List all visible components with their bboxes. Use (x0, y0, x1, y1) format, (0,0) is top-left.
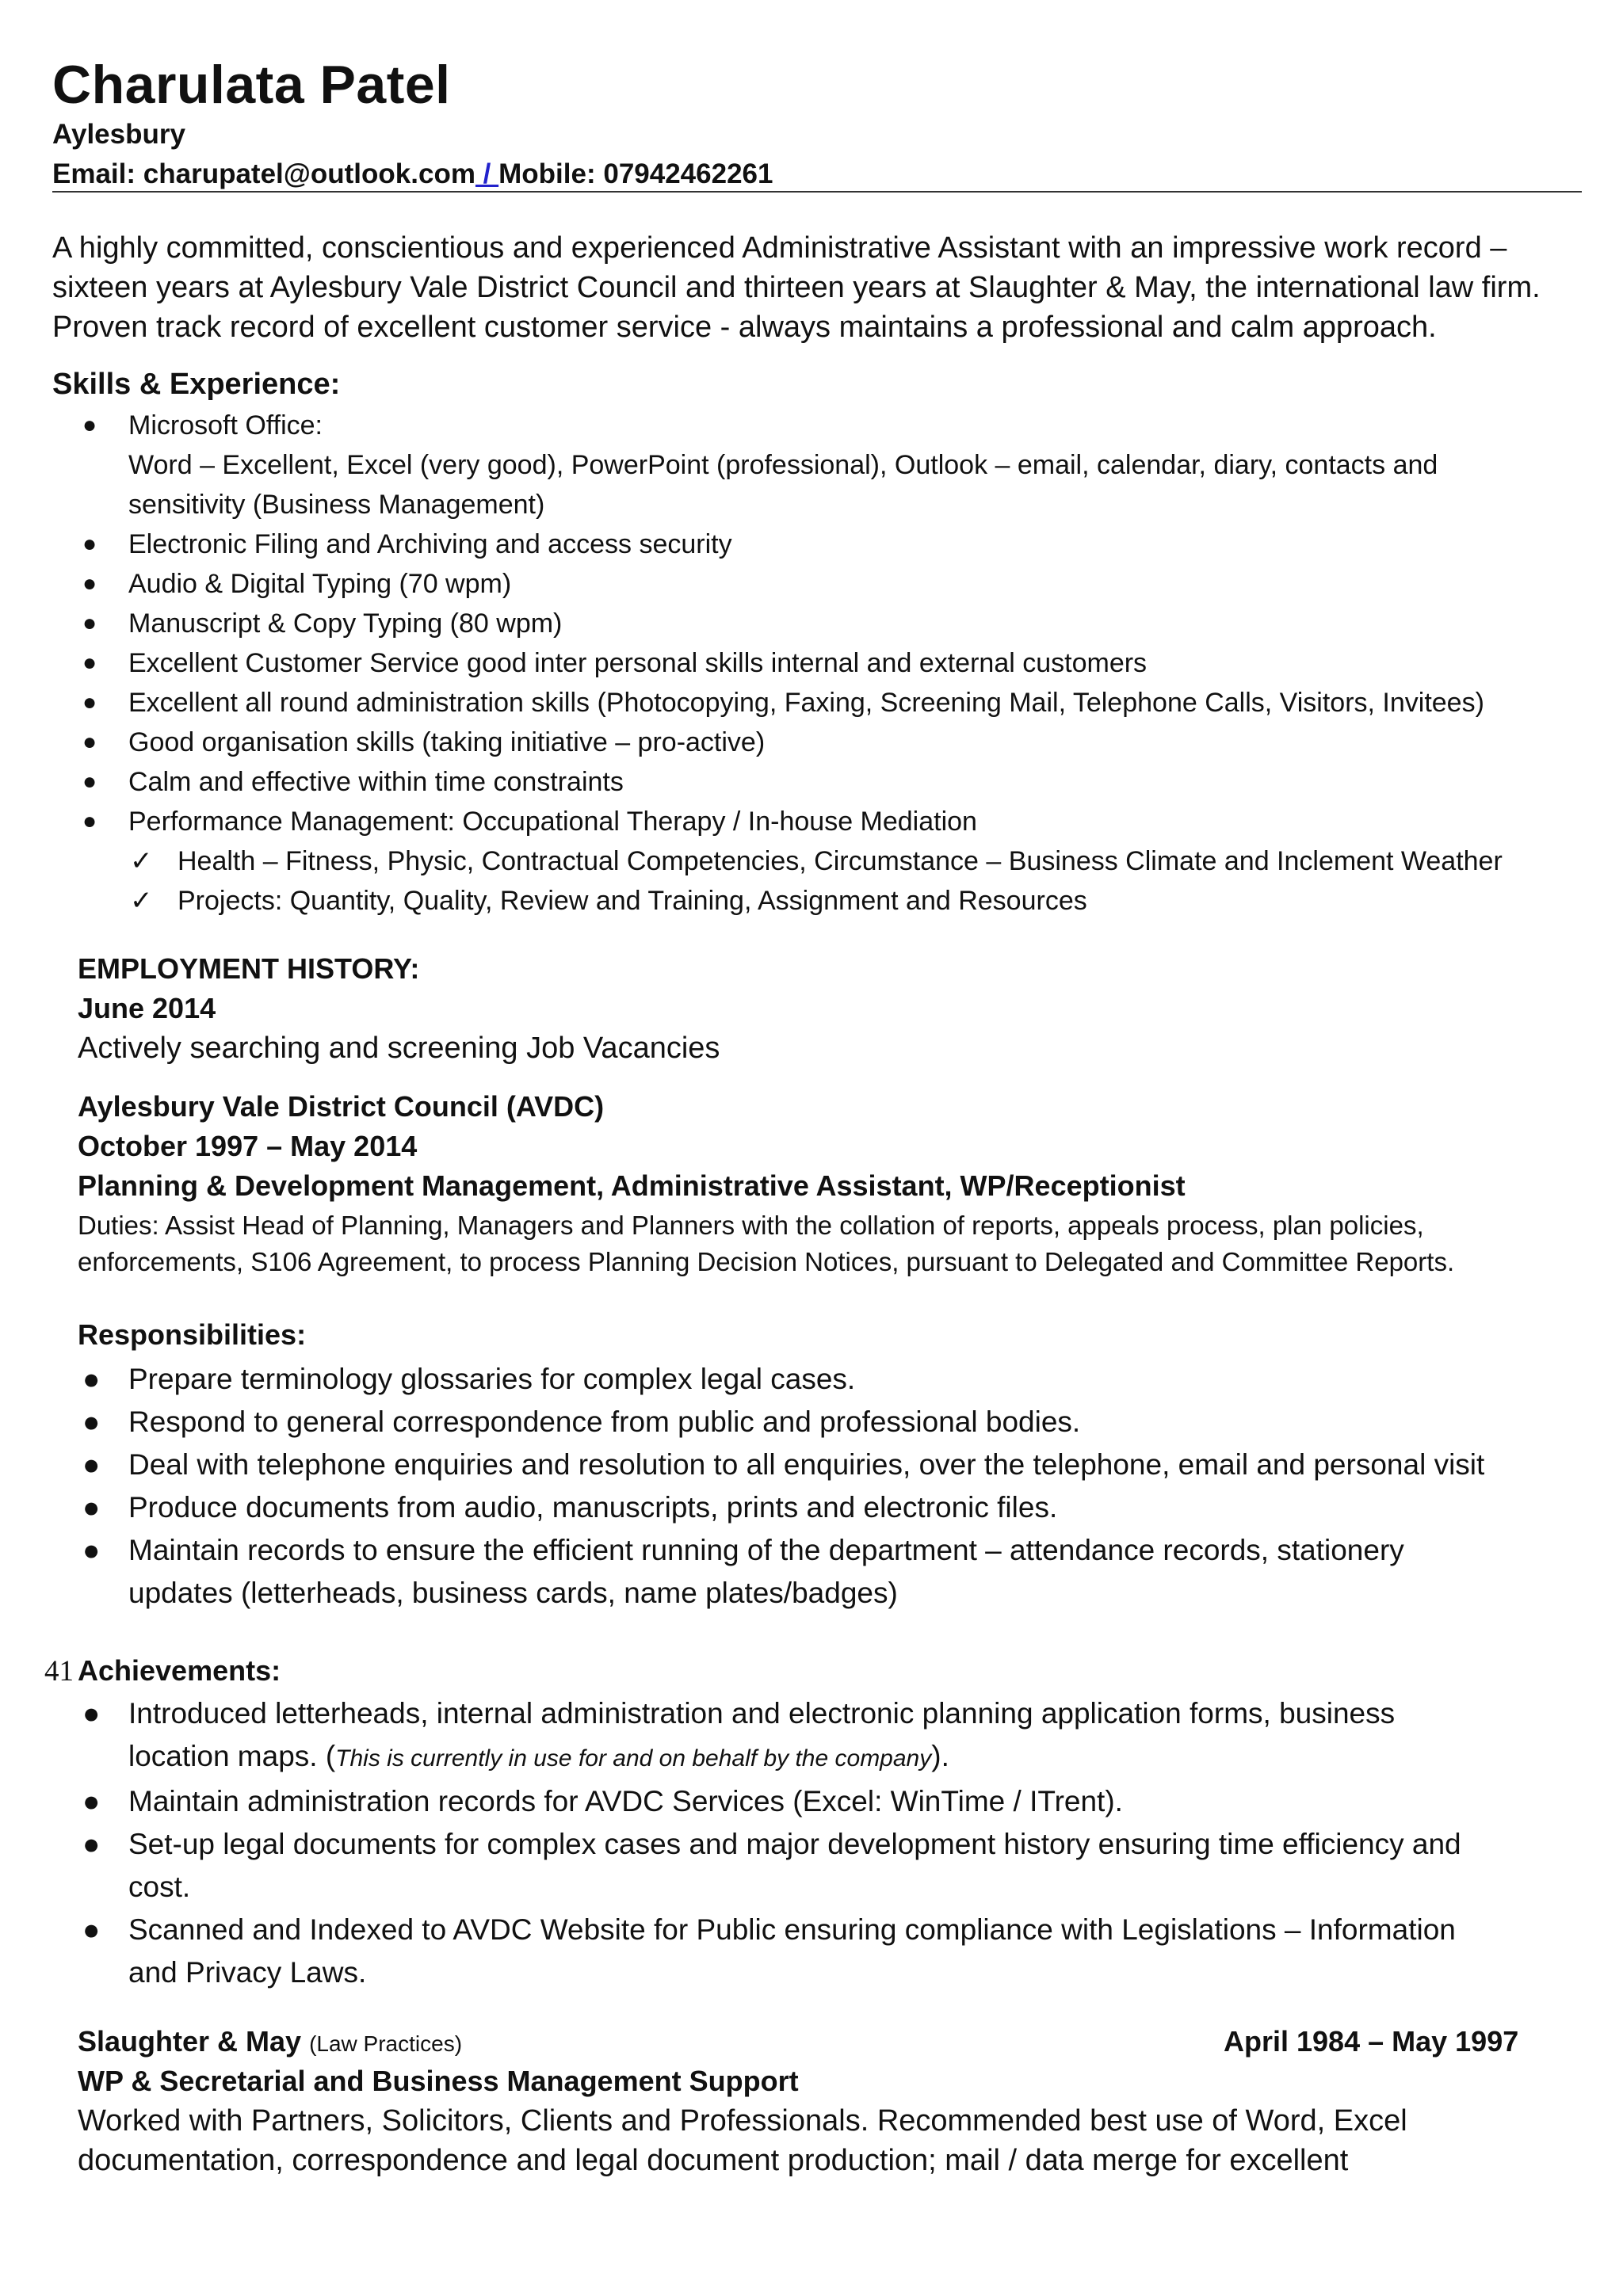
list-item: ● Manuscript & Copy Typing (80 wpm) (82, 604, 1484, 643)
employment-heading: EMPLOYMENT HISTORY: (78, 952, 420, 985)
achievements-list (82, 1692, 1461, 1994)
list-item: and Privacy Laws. (128, 1956, 367, 1989)
current-status: Actively searching and screening Job Vacancies (78, 1032, 720, 1065)
list-item: ● Audio & Digital Typing (70 wpm) (82, 564, 1484, 604)
list-item: ● Performance Management: Occupational Therapy / In-house Mediation (82, 802, 1484, 841)
performance-sublist (130, 841, 1503, 921)
list-item: ● Good organisation skills (taking initiative – pro-active) (82, 723, 1484, 762)
list-item: ✓ Projects: Quantity, Quality, Review and Training, Assignment and Resources (130, 881, 1503, 921)
bullet-icon: ● (82, 570, 97, 597)
bullet-icon: ● (82, 650, 97, 676)
bullet-icon: ● (82, 412, 97, 438)
bullet-icon: ● (82, 1828, 101, 1860)
achievement-note: This is currently in use for and on behalf by the company (335, 1745, 932, 1772)
summary-line: sixteen years at Aylesbury Vale District Council and thirteen years at Slaughter & May, the international law firm. (52, 271, 1541, 304)
avdc-employer: Aylesbury Vale District Council (AVDC) (78, 1090, 605, 1123)
bullet-icon: ● (82, 610, 97, 636)
candidate-location: Aylesbury (52, 119, 185, 150)
summary-line: A highly committed, conscientious and experienced Administrative Assistant with an impressive work record – (52, 231, 1507, 265)
list-item: ● Excellent Customer Service good inter personal skills internal and external customers (82, 643, 1484, 683)
bullet-icon: ● (82, 1491, 101, 1524)
list-item: ● Introduced letterheads, internal administration and electronic planning application forms, business (82, 1692, 1461, 1735)
list-item (82, 485, 1484, 524)
list-item: ● Maintain administration records for AVDC Services (Excel: WinTime / ITrent). (82, 1780, 1461, 1823)
current-date: June 2014 (78, 992, 216, 1024)
list-item (82, 445, 1484, 485)
checkmark-icon: ✓ (130, 886, 153, 916)
avdc-duties-line: enforcements, S106 Agreement, to process Planning Decision Notices, pursuant to Delegated and Committee Reports. (78, 1247, 1455, 1276)
bullet-icon: ● (82, 729, 97, 755)
bullet-icon: ● (82, 689, 97, 715)
list-item: ● Excellent all round administration skills (Photocopying, Faxing, Screening Mail, Telephone Calls, Visitors, Invitees) (82, 683, 1484, 723)
candidate-name: Charulata Patel (52, 55, 451, 115)
profile-summary (52, 228, 1582, 347)
bullet-icon: ● (82, 769, 97, 795)
summary-line: Proven track record of excellent customer service - always maintains a professional and calm approach. (52, 311, 1437, 344)
slaughter-employer-note: (Law Practices) (309, 2031, 463, 2056)
list-item: ● Electronic Filing and Archiving and access security (82, 524, 1484, 564)
slaughter-dates: April 1984 – May 1997 (1224, 2025, 1519, 2058)
contact-line (52, 158, 773, 190)
avdc-role: Planning & Development Management, Administrative Assistant, WP/Receptionist (78, 1169, 1186, 1202)
bullet-icon: ● (82, 808, 97, 834)
page-number: 41 (44, 1655, 74, 1688)
list-item: ● Prepare terminology glossaries for complex legal cases. (82, 1358, 1484, 1401)
bullet-icon: ● (82, 1697, 101, 1730)
bullet-icon: ● (82, 1448, 101, 1481)
slaughter-text-line: documentation, correspondence and legal document production; mail / data merge for excellent (78, 2144, 1349, 2177)
skills-heading: Skills & Experience: (52, 368, 341, 401)
email-text: Email: charupatel@outlook.com (52, 158, 475, 189)
office-detail: sensitivity (Business Management) (128, 490, 545, 520)
mobile-text: Mobile: 07942462261 (498, 158, 773, 189)
list-item: ● Produce documents from audio, manuscripts, prints and electronic files. (82, 1486, 1484, 1529)
list-item: ● Microsoft Office: (82, 406, 1484, 445)
slaughter-text-line: Worked with Partners, Solicitors, Clients and Professionals. Recommended best use of Word, Excel (78, 2104, 1407, 2138)
office-detail: Word – Excellent, Excel (very good), PowerPoint (professional), Outlook – email, calendar, diary, contacts and (128, 450, 1438, 480)
achievements-heading: Achievements: (78, 1654, 281, 1687)
bullet-icon: ● (82, 1534, 101, 1566)
slaughter-employer-line (78, 2025, 462, 2058)
list-item: ● Set-up legal documents for complex cases and major development history ensuring time efficiency and (82, 1823, 1461, 1866)
list-item: ● Maintain records to ensure the efficient running of the department – attendance records, stationery (82, 1529, 1484, 1572)
responsibilities-heading: Responsibilities: (78, 1318, 307, 1351)
bullet-icon: ● (82, 1785, 101, 1817)
bullet-icon: ● (82, 1363, 101, 1395)
list-item: ● Scanned and Indexed to AVDC Website for Public ensuring compliance with Legislations – Information (82, 1909, 1461, 1951)
avdc-dates: October 1997 – May 2014 (78, 1130, 418, 1162)
list-item: ● Deal with telephone enquiries and resolution to all enquiries, over the telephone, email and personal visit (82, 1444, 1484, 1486)
list-item: ✓ Health – Fitness, Physic, Contractual Competencies, Circumstance – Business Climate and Inclement Weather (130, 841, 1503, 881)
list-item: updates (letterheads, business cards, name plates/badges) (128, 1577, 898, 1609)
list-item: cost. (128, 1871, 191, 1903)
list-item: ● Respond to general correspondence from public and professional bodies. (82, 1401, 1484, 1444)
avdc-duties-line: Duties: Assist Head of Planning, Managers and Planners with the collation of reports, appeals process, plan policies, (78, 1211, 1424, 1240)
bullet-icon: ● (82, 531, 97, 557)
bullet-icon: ● (82, 1913, 101, 1946)
checkmark-icon: ✓ (130, 846, 153, 876)
slaughter-role: WP & Secretarial and Business Management Support (78, 2065, 799, 2097)
bullet-icon: ● (82, 1405, 101, 1438)
list-item: location maps. (This is currently in use for and on behalf by the company). (128, 1740, 949, 1772)
slaughter-employer: Slaughter & May (78, 2025, 302, 2058)
skills-list (82, 406, 1484, 841)
responsibilities-list (82, 1358, 1484, 1615)
header-rule (52, 191, 1582, 193)
list-item: ● Calm and effective within time constraints (82, 762, 1484, 802)
contact-separator: / (475, 158, 499, 189)
